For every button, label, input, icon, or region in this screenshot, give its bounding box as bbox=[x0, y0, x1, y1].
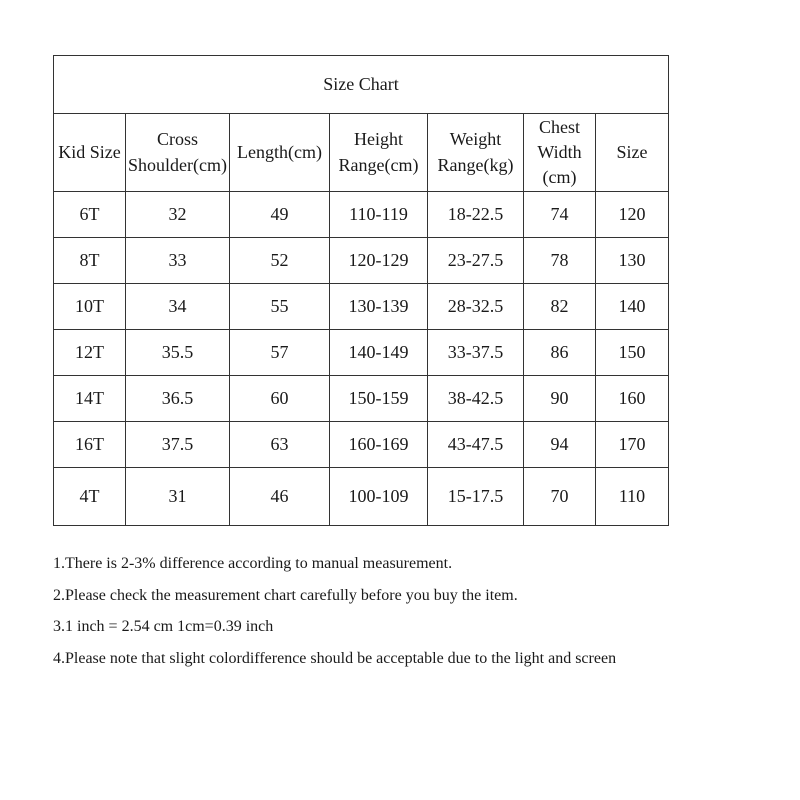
cell-kid-size: 10T bbox=[54, 284, 126, 330]
cell-chest-width: 70 bbox=[524, 468, 596, 526]
cell-size: 130 bbox=[596, 238, 669, 284]
cell-height-range: 140-149 bbox=[330, 330, 428, 376]
cell-size: 170 bbox=[596, 422, 669, 468]
cell-kid-size: 6T bbox=[54, 192, 126, 238]
table-row bbox=[54, 330, 669, 376]
header-row bbox=[54, 114, 669, 192]
cell-length: 55 bbox=[230, 284, 330, 330]
note-item: 3.1 inch = 2.54 cm 1cm=0.39 inch bbox=[53, 618, 274, 635]
note-item: 1.There is 2-3% difference according to manual measurement. bbox=[53, 555, 453, 572]
cell-weight-range: 23-27.5 bbox=[428, 238, 524, 284]
cell-cross-shoulder: 32 bbox=[126, 192, 230, 238]
cell-kid-size: 4T bbox=[54, 468, 126, 526]
cell-size: 120 bbox=[596, 192, 669, 238]
table-title: Size Chart bbox=[54, 56, 669, 114]
table-row bbox=[54, 238, 669, 284]
header-chest-width: Chest Width (cm) bbox=[524, 114, 596, 192]
cell-weight-range: 18-22.5 bbox=[428, 192, 524, 238]
cell-weight-range: 33-37.5 bbox=[428, 330, 524, 376]
note-item: 4.Please note that slight colordifference should be acceptable due to the light and screen bbox=[53, 649, 617, 667]
cell-cross-shoulder: 31 bbox=[126, 468, 230, 526]
cell-weight-range: 28-32.5 bbox=[428, 284, 524, 330]
cell-chest-width: 94 bbox=[524, 422, 596, 468]
table-row bbox=[54, 422, 669, 468]
table-row bbox=[54, 284, 669, 330]
header-weight-range: Weight Range(kg) bbox=[428, 114, 524, 192]
header-height-range: Height Range(cm) bbox=[330, 114, 428, 192]
header-length: Length(cm) bbox=[230, 114, 330, 192]
title-row bbox=[54, 56, 669, 114]
table-row bbox=[54, 376, 669, 422]
size-chart-table bbox=[53, 55, 669, 526]
cell-chest-width: 82 bbox=[524, 284, 596, 330]
cell-chest-width: 78 bbox=[524, 238, 596, 284]
cell-kid-size: 8T bbox=[54, 238, 126, 284]
cell-cross-shoulder: 35.5 bbox=[126, 330, 230, 376]
cell-size: 150 bbox=[596, 330, 669, 376]
cell-size: 160 bbox=[596, 376, 669, 422]
cell-size: 140 bbox=[596, 284, 669, 330]
cell-kid-size: 16T bbox=[54, 422, 126, 468]
cell-length: 60 bbox=[230, 376, 330, 422]
cell-kid-size: 12T bbox=[54, 330, 126, 376]
cell-cross-shoulder: 33 bbox=[126, 238, 230, 284]
cell-cross-shoulder: 34 bbox=[126, 284, 230, 330]
cell-weight-range: 43-47.5 bbox=[428, 422, 524, 468]
cell-height-range: 110-119 bbox=[330, 192, 428, 238]
header-size: Size bbox=[596, 114, 669, 192]
note-item: 2.Please check the measurement chart carefully before you buy the item. bbox=[53, 586, 518, 604]
cell-kid-size: 14T bbox=[54, 376, 126, 422]
table-row bbox=[54, 468, 669, 526]
cell-height-range: 150-159 bbox=[330, 376, 428, 422]
cell-weight-range: 38-42.5 bbox=[428, 376, 524, 422]
notes-list bbox=[53, 548, 793, 674]
cell-length: 57 bbox=[230, 330, 330, 376]
cell-height-range: 120-129 bbox=[330, 238, 428, 284]
cell-size: 110 bbox=[596, 468, 669, 526]
table-row bbox=[54, 192, 669, 238]
cell-length: 49 bbox=[230, 192, 330, 238]
cell-weight-range: 15-17.5 bbox=[428, 468, 524, 526]
cell-length: 52 bbox=[230, 238, 330, 284]
cell-chest-width: 90 bbox=[524, 376, 596, 422]
header-cross-shoulder: Cross Shoulder(cm) bbox=[126, 114, 230, 192]
cell-cross-shoulder: 37.5 bbox=[126, 422, 230, 468]
cell-chest-width: 86 bbox=[524, 330, 596, 376]
header-kid-size: Kid Size bbox=[54, 114, 126, 192]
cell-chest-width: 74 bbox=[524, 192, 596, 238]
cell-height-range: 160-169 bbox=[330, 422, 428, 468]
cell-length: 63 bbox=[230, 422, 330, 468]
cell-length: 46 bbox=[230, 468, 330, 526]
cell-cross-shoulder: 36.5 bbox=[126, 376, 230, 422]
cell-height-range: 100-109 bbox=[330, 468, 428, 526]
cell-height-range: 130-139 bbox=[330, 284, 428, 330]
